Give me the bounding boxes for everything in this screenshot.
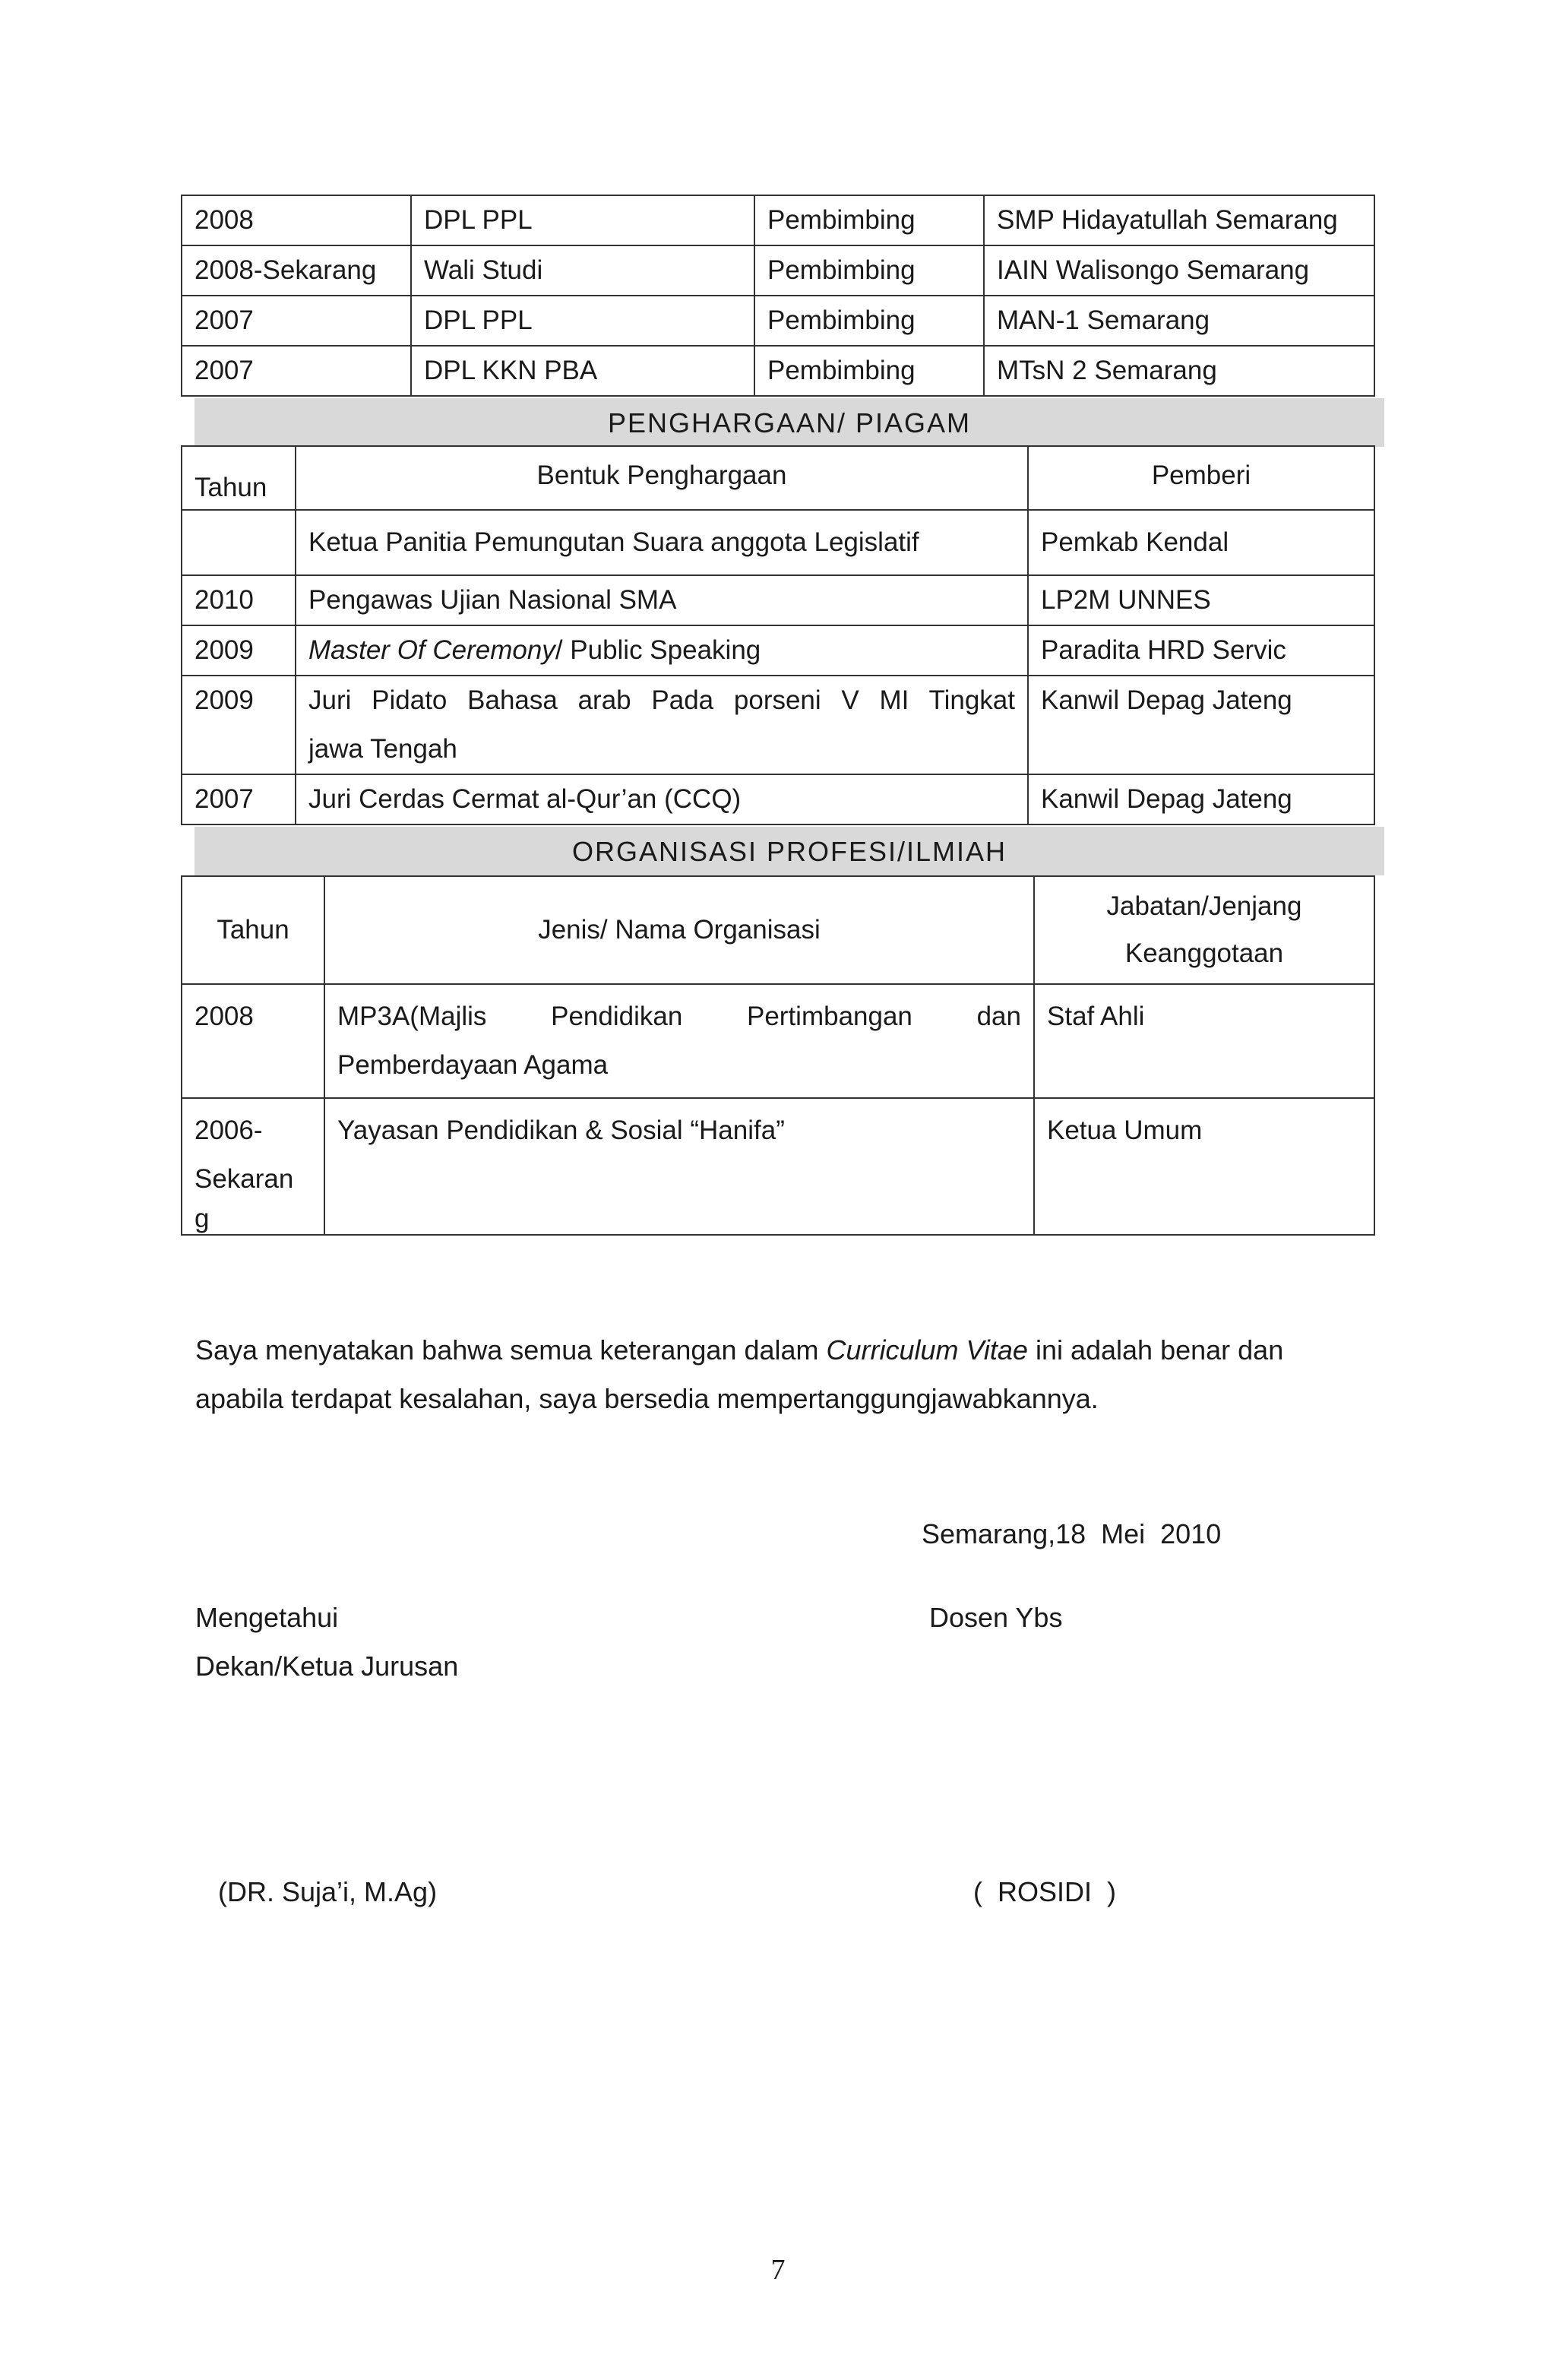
organizations-table <box>181 875 1375 1236</box>
form-cell <box>296 625 1028 676</box>
table-row <box>182 346 1374 396</box>
right-signer-name: ( ROSIDI ) <box>973 1876 1116 1907</box>
table-row <box>182 676 1374 774</box>
position-cell: Staf Ahli <box>1034 984 1374 1098</box>
place-cell: MAN-1 Semarang <box>984 296 1374 346</box>
giver-cell: Kanwil Depag Jateng <box>1028 774 1374 824</box>
place-cell: SMP Hidayatullah Semarang <box>984 195 1374 245</box>
header-form: Bentuk Penghargaan <box>296 446 1028 510</box>
year-cell: 2008-Sekarang <box>182 245 411 296</box>
table-header-row <box>182 876 1374 984</box>
year-cell: 2010 <box>182 575 296 625</box>
year-cell: 2007 <box>182 296 411 346</box>
header-position <box>1034 876 1374 984</box>
header-year: Tahun <box>182 876 324 984</box>
form-rest-text: / Public Speaking <box>555 635 761 665</box>
left-signer-line-1: Mengetahui <box>195 1602 339 1633</box>
year-cell: 2008 <box>182 195 411 245</box>
header-giver: Pemberi <box>1028 446 1374 510</box>
role-cell: Pembimbing <box>754 296 984 346</box>
name-cell: Yayasan Pendidikan & Sosial “Hanifa” <box>324 1098 1034 1235</box>
year-line-2: Sekaran <box>194 1164 294 1194</box>
statement-line-2: apabila terdapat kesalahan, saya bersedia mempertanggungjawabkannya. <box>195 1383 1099 1414</box>
statement-italic: Curriculum Vitae <box>826 1334 1028 1366</box>
header-position-line-1: Jabatan/Jenjang <box>1106 891 1302 921</box>
page-number: 7 <box>770 2254 786 2286</box>
table-row <box>182 245 1374 296</box>
year-cell: 2008 <box>182 984 324 1098</box>
form-italic-text: Master Of Ceremony <box>308 635 555 665</box>
statement-text-2: ini adalah benar dan <box>1027 1334 1284 1366</box>
year-cell <box>182 510 296 575</box>
table-row <box>182 625 1374 676</box>
left-signer-name: (DR. Suja’i, M.Ag) <box>218 1876 438 1907</box>
table-row <box>182 1098 1374 1235</box>
organizations-heading: ORGANISASI PROFESI/ILMIAH <box>194 827 1384 875</box>
year-cell: 2007 <box>182 774 296 824</box>
right-signer-line-1: Dosen Ybs <box>929 1602 1063 1633</box>
year-line-3: g <box>194 1204 210 1233</box>
activity-cell: Wali Studi <box>411 245 754 296</box>
left-signer-line-2: Dekan/Ketua Jurusan <box>195 1650 459 1682</box>
giver-cell: Paradita HRD Servic <box>1028 625 1374 676</box>
year-cell: 2009 <box>182 676 296 774</box>
year-cell: 2007 <box>182 346 411 396</box>
form-cell: Ketua Panitia Pemungutan Suara anggota Legislatif <box>296 510 1028 575</box>
awards-table <box>181 445 1375 825</box>
form-cell: Juri Cerdas Cermat al-Qur’an (CCQ) <box>296 774 1028 824</box>
role-cell: Pembimbing <box>754 195 984 245</box>
year-cell: 2009 <box>182 625 296 676</box>
giver-cell: Kanwil Depag Jateng <box>1028 676 1374 774</box>
name-cell <box>324 984 1034 1098</box>
role-cell: Pembimbing <box>754 245 984 296</box>
giver-cell: LP2M UNNES <box>1028 575 1374 625</box>
teaching-table <box>181 195 1375 397</box>
role-cell: Pembimbing <box>754 346 984 396</box>
awards-heading: PENGHARGAAN/ PIAGAM <box>194 398 1384 447</box>
table-header-row <box>182 446 1374 510</box>
header-position-line-2: Keanggotaan <box>1124 938 1284 968</box>
activity-cell: DPL PPL <box>411 195 754 245</box>
giver-cell: Pemkab Kendal <box>1028 510 1374 575</box>
form-line-2: jawa Tengah <box>308 734 457 764</box>
table-row <box>182 195 1374 245</box>
name-line-1: MP3A(Majlis Pendidikan Pertimbangan dan <box>337 1002 1021 1031</box>
table-row <box>182 296 1374 346</box>
table-row <box>182 510 1374 575</box>
activity-cell: DPL KKN PBA <box>411 346 754 396</box>
year-line-1: 2006- <box>194 1116 263 1145</box>
form-cell <box>296 676 1028 774</box>
statement-line-1 <box>195 1334 1283 1366</box>
form-cell: Pengawas Ujian Nasional SMA <box>296 575 1028 625</box>
place-date: Semarang,18 Mei 2010 <box>922 1518 1222 1549</box>
place-cell: IAIN Walisongo Semarang <box>984 245 1374 296</box>
name-line-2: Pemberdayaan Agama <box>337 1050 609 1080</box>
table-row <box>182 575 1374 625</box>
activity-cell: DPL PPL <box>411 296 754 346</box>
place-cell: MTsN 2 Semarang <box>984 346 1374 396</box>
table-row <box>182 984 1374 1098</box>
form-line-1: Juri Pidato Bahasa arab Pada porseni V MI Tingkat <box>308 685 1015 715</box>
year-cell <box>182 1098 324 1235</box>
statement-text-1: Saya menyatakan bahwa semua keterangan dalam <box>195 1334 827 1366</box>
header-year: Tahun <box>182 446 296 510</box>
position-cell: Ketua Umum <box>1034 1098 1374 1235</box>
table-row <box>182 774 1374 824</box>
header-name: Jenis/ Nama Organisasi <box>324 876 1034 984</box>
